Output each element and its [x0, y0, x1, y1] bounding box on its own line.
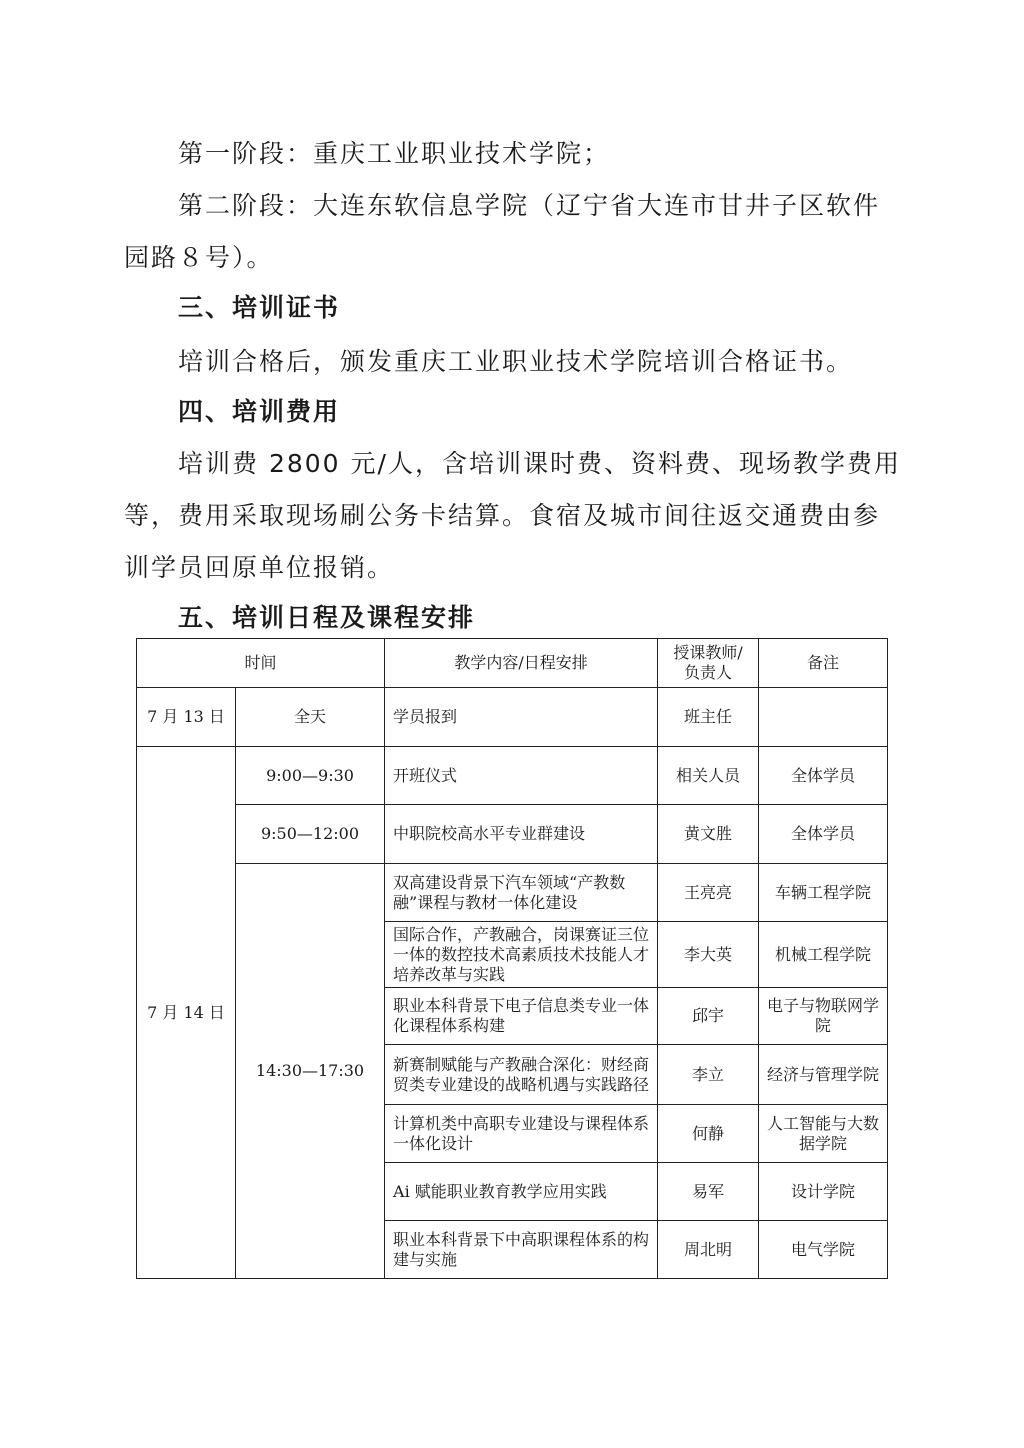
note-cell: 经济与管理学院 — [759, 1045, 888, 1105]
header-teacher: 授课教师/负责人 — [658, 639, 759, 688]
header-note: 备注 — [759, 639, 888, 688]
teacher-cell: 班主任 — [658, 688, 759, 747]
teacher-cell: 黄文胜 — [658, 805, 759, 864]
time-cell: 9:00—9:30 — [236, 747, 385, 805]
teacher-cell: 易军 — [658, 1163, 759, 1221]
teacher-cell: 何静 — [658, 1105, 759, 1163]
teacher-cell: 周北明 — [658, 1221, 759, 1279]
stage-two-text: 第二阶段：大连东软信息学院（辽宁省大连市甘井子区软件园路８号）。 — [124, 191, 881, 272]
certificate-text: 培训合格后，颁发重庆工业职业技术学院培训合格证书。 — [178, 347, 854, 376]
teacher-cell: 相关人员 — [658, 747, 759, 805]
table-row — [137, 747, 888, 805]
table-row — [137, 864, 888, 922]
note-cell: 全体学员 — [759, 747, 888, 805]
content-cell: 职业本科背景下中高职课程体系的构建与实施 — [385, 1221, 658, 1279]
table-header-row — [137, 639, 888, 688]
schedule-heading: 五、培训日程及课程安排 — [178, 603, 476, 632]
header-time: 时间 — [137, 639, 385, 688]
teacher-cell: 邱宇 — [658, 988, 759, 1045]
note-cell: 电气学院 — [759, 1221, 888, 1279]
table-row — [137, 805, 888, 864]
note-cell: 车辆工程学院 — [759, 864, 888, 922]
content-cell: 学员报到 — [385, 688, 658, 747]
note-cell: 全体学员 — [759, 805, 888, 864]
date-cell: 7 月 14 日 — [137, 747, 236, 1279]
note-cell: 设计学院 — [759, 1163, 888, 1221]
note-cell: 机械工程学院 — [759, 922, 888, 988]
content-cell: 中职院校高水平专业群建设 — [385, 805, 658, 864]
note-cell: 电子与物联网学院 — [759, 988, 888, 1045]
content-cell: 双高建设背景下汽车领域“产教数融”课程与教材一体化建设 — [385, 864, 658, 922]
table-row — [137, 688, 888, 747]
time-cell: 9:50—12:00 — [236, 805, 385, 864]
time-cell: 全天 — [236, 688, 385, 747]
note-cell — [759, 688, 888, 747]
date-cell: 7 月 13 日 — [137, 688, 236, 747]
teacher-cell: 李立 — [658, 1045, 759, 1105]
teacher-cell: 王亮亮 — [658, 864, 759, 922]
content-cell: 职业本科背景下电子信息类专业一体化课程体系构建 — [385, 988, 658, 1045]
time-cell: 14:30—17:30 — [236, 864, 385, 1279]
fee-heading: 四、培训费用 — [178, 397, 341, 426]
teacher-cell: 李大英 — [658, 922, 759, 988]
content-cell: Ai 赋能职业教育教学应用实践 — [385, 1163, 658, 1221]
content-cell: 新赛制赋能与产教融合深化：财经商贸类专业建设的战略机遇与实践路径 — [385, 1045, 658, 1105]
schedule-table — [136, 638, 888, 1279]
content-cell: 开班仪式 — [385, 747, 658, 805]
content-cell: 国际合作，产教融合，岗课赛证三位一体的数控技术高素质技术技能人才培养改革与实践 — [385, 922, 658, 988]
content-cell: 计算机类中高职专业建设与课程体系一体化设计 — [385, 1105, 658, 1163]
certificate-heading: 三、培训证书 — [178, 293, 341, 322]
stage-one-text: 第一阶段：重庆工业职业技术学院； — [178, 139, 611, 168]
fee-text: 培训费 2800 元/人，含培训课时费、资料费、现场教学费用等，费用采取现场刷公务卡结算。食宿及城市间往返交通费由参训学员回原单位报销。 — [124, 449, 901, 582]
header-content: 教学内容/日程安排 — [385, 639, 658, 688]
note-cell: 人工智能与大数据学院 — [759, 1105, 888, 1163]
